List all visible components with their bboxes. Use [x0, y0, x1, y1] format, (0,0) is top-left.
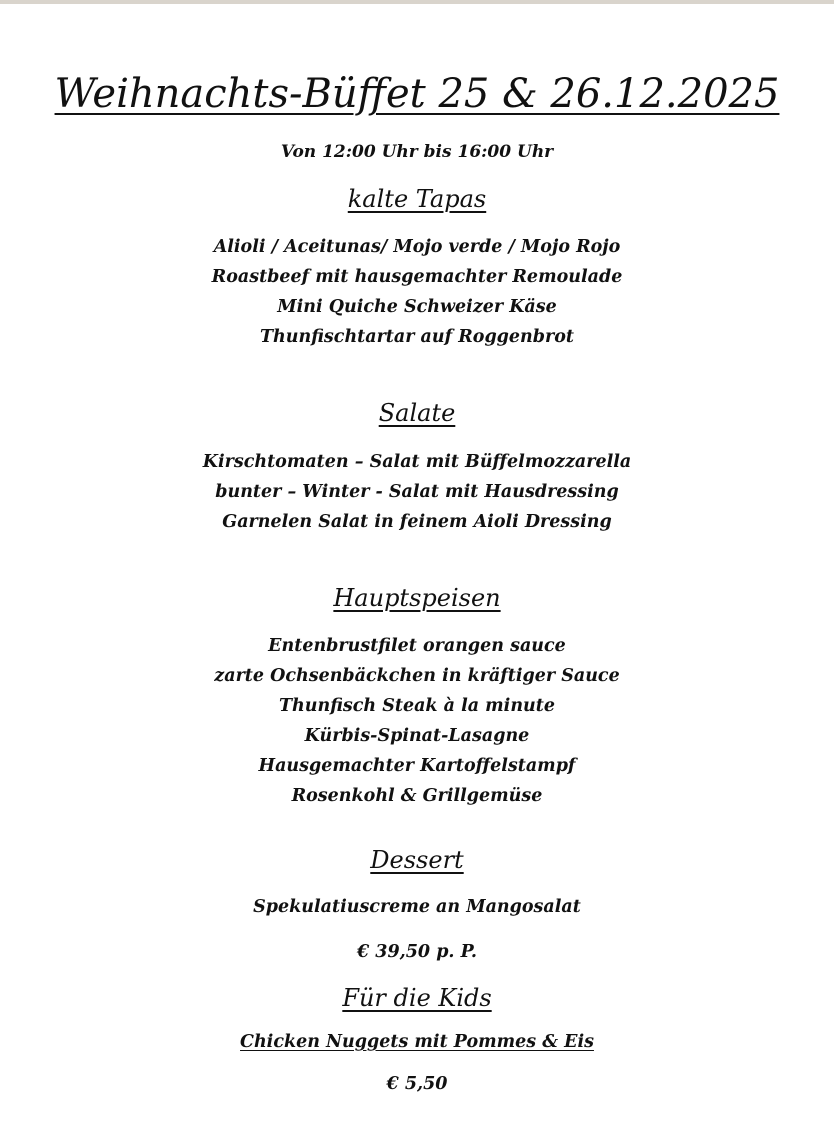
- menu-item: Mini Quiche Schweizer Käse: [277, 297, 557, 317]
- section-heading-text: Für die Kids: [342, 984, 492, 1012]
- section-heading-hauptspeisen: [0, 582, 834, 614]
- menu-item: Alioli / Aceitunas/ Mojo verde / Mojo Rojo: [213, 237, 621, 257]
- menu-item: Entenbrustfilet orangen sauce: [268, 636, 566, 656]
- section-heading-text: kalte Tapas: [347, 185, 487, 213]
- menu-item: Spekulatiuscreme an Mangosalat: [253, 897, 581, 917]
- section-items-kalte-tapas: [0, 232, 834, 352]
- menu-title-text: Weihnachts-Büffet 25 & 26.12.2025: [54, 71, 780, 117]
- section-heading-text: Hauptspeisen: [333, 584, 501, 612]
- menu-item: Thunfischtartar auf Roggenbrot: [260, 327, 574, 347]
- menu-item: Garnelen Salat in feinem Aioli Dressing: [222, 512, 612, 532]
- kids-menu-item-text: Chicken Nuggets mit Pommes & Eis: [240, 1032, 594, 1052]
- menu-item: Kürbis-Spinat-Lasagne: [304, 726, 530, 746]
- menu-item: Kirschtomaten – Salat mit Büffelmozzarella: [202, 452, 632, 472]
- section-items-dessert: [0, 892, 834, 922]
- section-items-hauptspeisen: [0, 631, 834, 811]
- adult-price: € 39,50 p. P.: [357, 942, 477, 962]
- menu-item: Roastbeef mit hausgemachter Remoulade: [211, 267, 623, 287]
- menu-title: [0, 68, 834, 120]
- section-heading-kalte-tapas: [0, 183, 834, 215]
- kids-menu-item: [0, 1028, 834, 1056]
- section-heading-salate: [0, 397, 834, 429]
- section-heading-text: Salate: [378, 399, 456, 427]
- menu-item: Hausgemachter Kartoffelstampf: [258, 756, 576, 776]
- serving-hours: Von 12:00 Uhr bis 16:00 Uhr: [280, 142, 554, 162]
- section-heading-kids: [0, 982, 834, 1014]
- menu-item: Rosenkohl & Grillgemüse: [291, 786, 543, 806]
- section-heading-text: Dessert: [370, 846, 464, 874]
- menu-item: Thunfisch Steak à la minute: [279, 696, 555, 716]
- menu-item: bunter – Winter - Salat mit Hausdressing: [215, 482, 619, 502]
- menu-item: zarte Ochsenbäckchen in kräftiger Sauce: [214, 666, 620, 686]
- kids-price: € 5,50: [386, 1074, 448, 1094]
- top-border: [0, 0, 834, 4]
- section-heading-dessert: [0, 844, 834, 876]
- section-items-salate: [0, 447, 834, 537]
